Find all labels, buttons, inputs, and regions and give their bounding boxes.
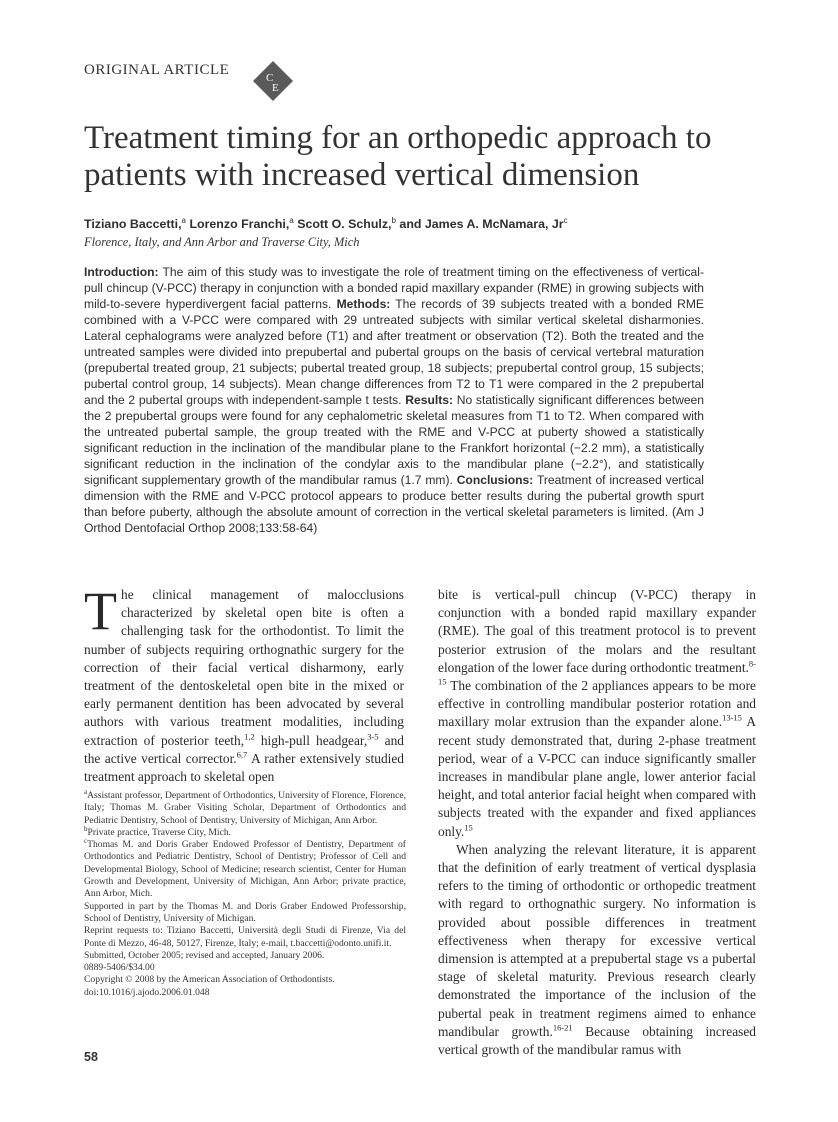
drop-cap: T bbox=[84, 581, 117, 641]
author-list bbox=[84, 216, 764, 231]
author-affiliation: Florence, Italy, and Ann Arbor and Traverse City, Mich bbox=[84, 235, 360, 249]
author-affil-mark: a bbox=[289, 216, 294, 225]
citation-ref: 8-15 bbox=[438, 658, 756, 687]
footnotes bbox=[84, 787, 406, 999]
author-affil-mark: b bbox=[391, 216, 396, 225]
abstract-conclusions-label: Conclusions: bbox=[456, 473, 534, 487]
abstract-conclusions: Treatment of increased vertical dimension with the RME and V-PCC protocol appears to produce better results during the pubertal growth spurt than before puberty, although the absolute amount of correction in the vertical skeletal parameters is limited. (Am J Orthod Dentofacial Orthop 2008;133:58-64) bbox=[84, 473, 704, 535]
section-label: ORIGINAL ARTICLE bbox=[84, 62, 230, 78]
citation-ref: 13-15 bbox=[722, 712, 742, 723]
article-title: Treatment timing for an orthopedic approach to patients with increased vertical dimension bbox=[84, 120, 712, 193]
body-paragraph: bite is vertical-pull chincup (V-PCC) therapy in conjunction with a bonded rapid maxillary expander (RME). The goal of this treatment protocol is to prevent posterior extrusion of the molars and the resultant elongation of the lower face during orthodontic treatment.$^{8-15}$ The combination of the 2 appliances appears to be more effective in controlling mandibular posterior rotation and maxillary molar extrusion than the expander alone.$^{13-15}$ A recent study demonstrated that, during 2-phase treatment period, wear of a V-PCC can induce significantly smaller increases in mandibular plane angle, lower anterior facial height, and total anterior facial height when compared with subjects treated with the expander and fixed appliances only.$^{15}$ bbox=[438, 587, 756, 839]
footnote-reprint: Reprint requests to: Tiziano Baccetti, Università degli Studi di Firenze, Via del Ponte di Mezzo, 46-48, 50127, Firenze, Italy; e-mail, t.baccetti@odonto.unifi.it. bbox=[84, 925, 406, 949]
abstract-intro: The aim of this study was to investigate the role of treatment timing on the effectiveness of vertical-pull chincup (V-PCC) therapy in conjunction with a bonded rapid maxillary expander (RME) in growing subjects with mild-to-severe hyperdivergent facial patterns. bbox=[84, 265, 704, 311]
footnote-submitted: Submitted, October 2005; revised and accepted, January 2006. bbox=[84, 949, 325, 961]
page-number: 58 bbox=[84, 1050, 98, 1064]
citation-ref: 1,2 bbox=[244, 731, 255, 742]
abstract-intro-label: Introduction: bbox=[84, 265, 159, 279]
ce-badge-c: C bbox=[266, 72, 274, 84]
abstract-methods-label: Methods: bbox=[336, 297, 391, 311]
footnote-b: $^b$Private practice, Traverse City, Mich. bbox=[84, 824, 232, 838]
footnote-support: Supported in part by the Thomas M. and Doris Graber Endowed Professorship, School of Dentistry, University of Michigan. bbox=[84, 900, 406, 924]
abstract bbox=[84, 264, 704, 536]
ce-badge-icon bbox=[252, 60, 294, 102]
abstract-methods: The records of 39 subjects treated with a bonded RME combined with a V-PCC were compared with 29 untreated subjects with similar vertical skeletal disharmonies. Lateral cephalograms were analyzed before (T1) and after treatment or observation (T2). Both the treated and the untreated samples were divided into prepubertal and pubertal groups on the basis of cervical vertebral maturation (prepubertal treated group, 21 subjects; pubertal treated group, 18 subjects; prepubertal control group, 15 subjects; pubertal control group, 14 subjects). Mean change differences from T2 to T1 were compared in the 2 prepubertal and the 2 pubertal groups with independent-sample t tests. bbox=[84, 297, 704, 407]
ce-badge-e: E bbox=[272, 82, 279, 94]
citation-ref: 3-5 bbox=[367, 731, 379, 742]
citation-ref: 16-21 bbox=[552, 1022, 573, 1033]
author-name: and James A. McNamara, Jr bbox=[399, 217, 564, 232]
author-name: Scott O. Schulz, bbox=[297, 217, 392, 232]
author-name: Lorenzo Franchi, bbox=[189, 217, 290, 232]
author-affil-mark: c bbox=[563, 216, 568, 225]
footnote-issn: 0889-5406/$34.00 bbox=[84, 962, 155, 974]
footnote-doi: doi:10.1016/j.ajodo.2006.01.048 bbox=[84, 986, 210, 998]
citation-ref: 15 bbox=[464, 822, 473, 833]
footnote-c: $^c$Thomas M. and Doris Graber Endowed Professor of Dentistry, Department of Orthodontics and Pediatric Dentistry, School of Dentistry; Professor of Cell and Developmental Biology, School of Medicine; research scientist, Center for Human Growth and Development, University of Michigan, Ann Arbor; private practice, Ann Arbor, Mich. bbox=[84, 837, 406, 900]
body-column-right bbox=[438, 586, 756, 1059]
footnote-copyright: Copyright © 2008 by the American Association of Orthodontists. bbox=[84, 974, 335, 986]
body-paragraph: The clinical management of malocclusions characterized by skeletal open bite is often a challenging task for the orthodontist. To limit the number of subjects requiring orthognathic surgery for the correction of their facial vertical disharmony, early treatment of the dentoskeletal open bite in the mixed or early permanent dentition has been advocated by several authors with various treatment modalities, including extraction of posterior teeth,$^{1,2}$ high-pull headgear,$^{3-5}$ and the active vertical corrector.$^{6,7}$ A rather extensively studied treatment approach to skeletal open bbox=[84, 581, 404, 785]
body-column-left bbox=[84, 581, 404, 786]
abstract-results: No statistically significant differences between the 2 prepubertal groups were found for any cephalometric skeletal measures from T1 to T2. When compared with the untreated pubertal sample, the group treated with the RME and V-PCC at puberty showed a statistically significant reduction in the inclination of the mandibular plane to the Frankfort horizontal (−2.2 mm), a statistically significant reduction in the inclination of the condylar axis to the mandibular plane (−2.2°), and statistically significant supplementary growth of the mandibular ramus (1.7 mm). bbox=[84, 393, 704, 487]
citation-ref: 6,7 bbox=[236, 749, 248, 760]
author-name: Tiziano Baccetti, bbox=[84, 217, 182, 232]
footnote-a: $^a$Assistant professor, Department of Orthodontics, University of Florence, Florence, Italy; Thomas M. Graber Visiting Scholar, Department of Orthodontics and Pediatric Dentistry, School of Dentistry, University of Michigan, Ann Arbor. bbox=[84, 787, 406, 826]
author-affil-mark: a bbox=[181, 216, 186, 225]
abstract-results-label: Results: bbox=[405, 393, 453, 407]
body-paragraph: When analyzing the relevant literature, it is apparent that the definition of early treatment of vertical dysplasia refers to the timing of orthodontic or orthopedic treatment with regard to orthognathic surgery. No information is provided about possible differences in treatment effectiveness when therapy for excessive vertical dimension is attempted at a prepubertal stage vs a pubertal stage of skeletal maturity. Previous research clearly demonstrated the importance of the inclusion of the pubertal peak in treatment regimens aimed to enhance mandibular growth.$^{16-21}$ Because obtaining increased vertical growth of the mandibular ramus with bbox=[438, 841, 756, 1058]
